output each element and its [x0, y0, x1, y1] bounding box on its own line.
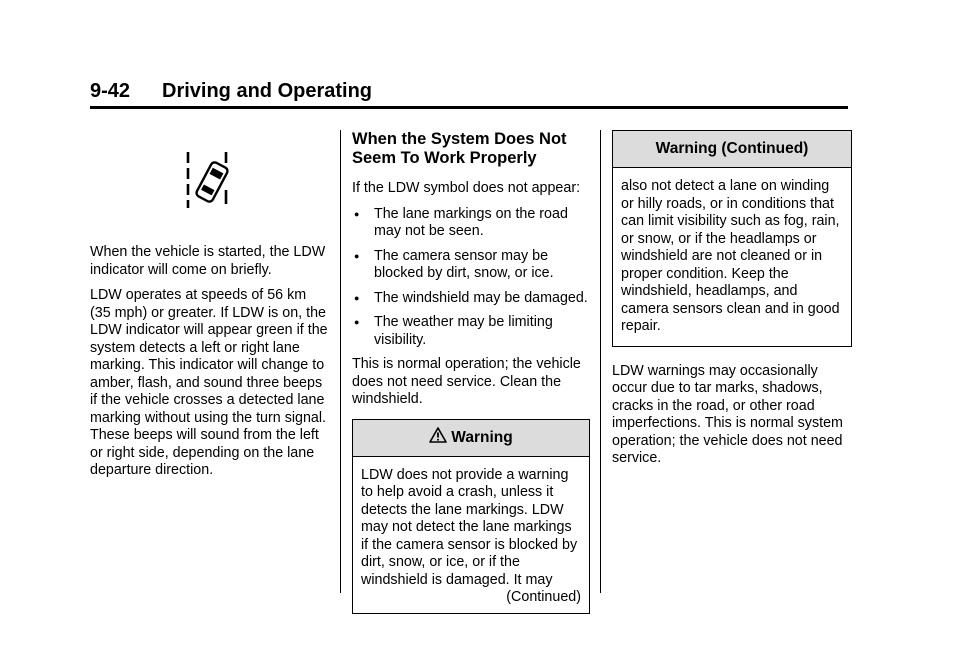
- bullet-icon: ●: [354, 208, 360, 219]
- section-title: Driving and Operating: [162, 80, 373, 102]
- list-item-text: The lane markings on the road may not be seen.: [374, 205, 568, 239]
- warning-continued-header: Warning (Continued): [613, 131, 851, 168]
- warning-title: Warning: [451, 428, 513, 446]
- list-item-text: The weather may be limiting visibility.: [374, 314, 553, 348]
- list-item: [352, 290, 590, 308]
- bullet-icon: ●: [354, 250, 360, 261]
- warning-text: LDW does not provide a warning to help avoid a crash, unless it detects the lane markings. LDW may not detect the lane markings if the camera sensor is blocked by dirt, snow, or ice, or if the windshield is damaged. It may: [361, 466, 578, 588]
- warning-body: [353, 457, 589, 613]
- paragraph-ldw-operation: LDW operates at speeds of 56 km (35 mph) or greater. If LDW is on, the LDW indicator will appear green if the system detects a left or right lane marking. This indicator will change to amber, flash, and sound three beeps if the vehicle crosses a detected lane marking without using the turn signal. These beeps will sound from the left or right side, depending on the lane departure direction.: [90, 287, 328, 478]
- list-item: [352, 206, 590, 241]
- page-header: [90, 78, 848, 109]
- column-divider-left: [340, 130, 341, 593]
- continued-label: (Continued): [506, 589, 581, 605]
- lane-departure-warning-icon: [182, 150, 238, 208]
- column-left: [90, 140, 330, 488]
- warning-box: [352, 419, 590, 614]
- column-divider-right: [600, 130, 601, 593]
- warning-triangle-icon: [429, 427, 447, 443]
- column-right: [612, 130, 852, 476]
- normal-operation-text: This is normal operation; the vehicle does not need service. Clean the windshield.: [352, 356, 581, 407]
- paragraph-ldw-false-warnings: LDW warnings may occasionally occur due to tar marks, shadows, cracks in the road, or other road imperfections. This is normal system operation; the vehicle does not need service.: [612, 362, 843, 466]
- bullet-icon: ●: [354, 292, 360, 303]
- list-item-text: The windshield may be damaged.: [374, 289, 588, 306]
- page-number: 9-42: [90, 80, 131, 102]
- intro-text: If the LDW symbol does not appear:: [352, 180, 581, 196]
- icon-area: [90, 150, 330, 228]
- bullet-icon: ●: [354, 317, 360, 327]
- column-middle: [352, 130, 590, 614]
- list-item: [352, 248, 590, 283]
- list-item-text: The camera sensor may be blocked by dirt, snow, or ice.: [374, 247, 554, 281]
- warning-continued-body: also not detect a lane on winding or hilly roads, or in conditions that can limit visibility such as fog, rain, or snow, or if the headlamps or windshield are not cleaned or in proper condition. Keep the windshield, headlamps, and camera sensors clean and in good repair.: [621, 178, 840, 334]
- warning-header: [353, 420, 589, 457]
- section-heading: When the System Does Not Seem To Work Properly: [352, 130, 567, 167]
- list-item: [352, 314, 590, 349]
- paragraph-ldw-start: When the vehicle is started, the LDW indicator will come on briefly.: [90, 244, 326, 278]
- warning-continued-box: [612, 130, 852, 347]
- bullet-list: [352, 206, 590, 350]
